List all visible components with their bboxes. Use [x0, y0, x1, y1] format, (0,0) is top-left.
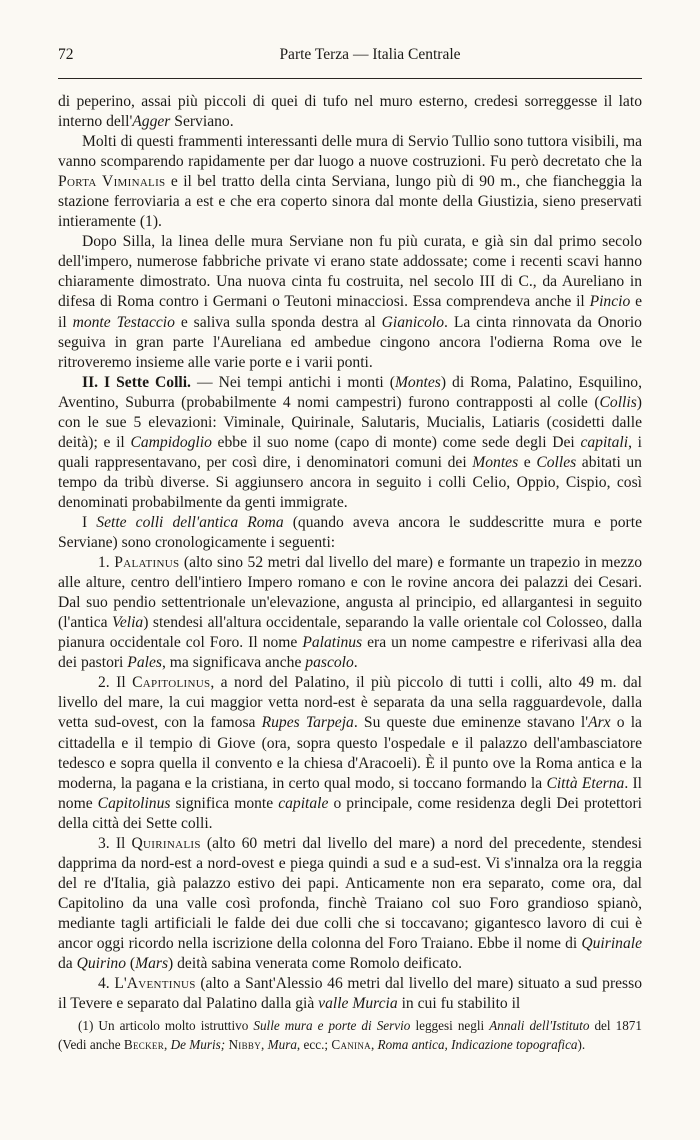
text-run: di peperino, assai più piccoli di quei di tufo nel muro esterno, credesi sorreggesse il lato interno dell'	[58, 93, 642, 131]
italic-term: Campidoglio	[130, 433, 212, 451]
italic-term: Mura	[267, 1037, 297, 1052]
italic-term: Mars	[135, 955, 169, 973]
page-header	[58, 46, 642, 70]
text-run: . La cinta rinnovata da Onorio seguiva in gran parte l'Aureliana ed ambedue cingono ancora l'odierna Roma ove le ritroveremo insieme alle varie porte e i varii ponti.	[58, 313, 642, 371]
text-run: (1) Un articolo molto istruttivo	[78, 1018, 254, 1033]
italic-term: Montes	[394, 373, 441, 391]
text-run: abitati un tempo da tribù diverse. Si aggiunsero ancora in seguito i colli Celio, Oppio, Cispio, così denominati probabilmente da genti immigrate.	[58, 453, 642, 511]
text-run: ) stendesi all'altura occidentale, separando la valle orientale col Colosseo, dalla pianura occidentale col Foro. Il nome	[58, 614, 642, 652]
small-caps-name: Capitolinus	[132, 674, 211, 692]
italic-term: Rupes Tarpeja	[261, 714, 354, 732]
text-run: ) di Roma, Palatino, Esquilino, Aventino, Suburra (probabilmente 4 nomi campestri) furono contrapposti al colle (	[58, 373, 642, 411]
italic-term: Gianicolo	[381, 313, 445, 331]
text-run: e saliva sulla sponda destra al	[174, 313, 382, 331]
paragraph-seven-hills-list-intro	[58, 513, 642, 553]
text-run: — Nei tempi antichi i monti (	[190, 373, 395, 391]
italic-term: Arx	[588, 714, 611, 732]
text-run: Serviano.	[170, 113, 234, 131]
italic-term: pascolo	[305, 654, 354, 672]
list-item-aventinus	[58, 974, 642, 1014]
body-text	[58, 92, 642, 1014]
text-run: ,	[164, 1037, 171, 1052]
italic-term: capitali	[580, 433, 629, 451]
text-run: . Il nome	[58, 774, 642, 812]
text-run: . Su queste due eminenze stavano l'	[353, 714, 589, 732]
text-run: Dopo Silla, la linea delle mura Serviane non fu più curata, e già sin dal primo secolo dell'impero, numerose fabbriche private vi erano state addossate; come i recenti scavi hanno chiaramente dimostrato. Una nuova cinta fu costruita, nel secolo III di C., da Aureliano in difesa di Roma contro i Germani o Teutoni minacciosi. Essa comprendeva anche il	[58, 233, 642, 311]
text-run: ebbe il suo nome (capo di monte) come sede degli Dei	[211, 433, 581, 451]
text-run: ) con le sue 5 elevazioni: Viminale, Quirinale, Salutaris, Mucialis, Latiaris (cosidetti dalle deità); e il	[58, 393, 642, 451]
text-run: 3. Il	[98, 834, 132, 852]
text-run: e il bel tratto della cinta Serviana, lungo più di 90 m., che fiancheggia la stazione ferroviaria a est e che era coperto sinora dal monte della Giustizia, sieno preservati intieramente (1).	[58, 173, 642, 231]
text-run: da	[58, 955, 77, 973]
text-run: ,	[261, 1037, 268, 1052]
text-run: (alto sino 52 metri dal livello del mare) e formante un trapezio in mezzo alle alture, centro dell'intiero Impero romano e con le rovine ancora dei palazzi dei Cesari. Dal suo pendio settentrionale un'elevazione, angusta al principio, ed allargantesi in seguito (l'antica	[58, 554, 643, 632]
footnote-1	[58, 1016, 642, 1054]
text-run: , ma significava anche	[161, 654, 306, 672]
text-run: leggesi negli	[410, 1018, 490, 1033]
italic-term: Colles	[536, 453, 577, 471]
paragraph-agger-continuation	[58, 92, 642, 132]
italic-term: Palatinus	[302, 634, 363, 652]
paragraph-servian-fragments	[58, 132, 642, 232]
italic-term: Pincio	[589, 293, 631, 311]
small-caps-name: Aventinus	[126, 975, 196, 993]
small-caps-name: Porta Viminalis	[58, 173, 166, 191]
running-head: Parte Terza — Italia Centrale	[279, 46, 461, 63]
small-caps-name: Palatinus	[114, 554, 180, 572]
text-run: ) deità sabina venerata come Romolo deificato.	[168, 955, 463, 973]
text-run: in cui fu stabilito il	[397, 995, 521, 1013]
text-run: , a nord del Palatino, il più piccolo di tutti i colli, alto 49 m. dal livello del mare, la cui maggior vetta nord-est è separata da una sella ragguardevole, dalla vetta sud-ovest, con la famosa	[58, 674, 642, 732]
text-run: (quando aveva ancora le suddescritte mura e porte Serviane) sono cronologicamente i seguenti:	[58, 513, 643, 552]
list-item-palatinus	[58, 553, 642, 673]
text-run: (	[126, 955, 136, 973]
italic-term: Annali dell'Istituto	[489, 1018, 590, 1033]
list-item-capitolinus	[58, 673, 642, 833]
text-run: , ecc.;	[296, 1037, 332, 1052]
italic-term: Agger	[132, 113, 171, 131]
italic-term: monte Testaccio	[72, 313, 175, 331]
italic-term: Capitolinus	[97, 794, 171, 812]
italic-term: Quirino	[76, 955, 127, 973]
text-run: o principale, come residenza degli Dei protettori della città dei Sette colli.	[58, 794, 642, 832]
list-item-quirinalis	[58, 834, 642, 974]
paragraph-aurelian-wall	[58, 232, 642, 372]
small-caps-name: Nibby	[228, 1037, 262, 1052]
italic-term: valle Murcia	[318, 995, 398, 1013]
text-run: I	[82, 513, 97, 531]
text-run: 4. L'	[98, 975, 127, 993]
header-rule	[58, 78, 642, 79]
text-run: Molti di questi frammenti interessanti delle mura di Servio Tullio sono tuttora visibili, ma vanno scomparendo rapidamente per dar luogo a nuove costruzioni. Fu però decretato che la	[58, 133, 642, 171]
text-run: era un nome campestre e riferivasi alla dea dei pastori	[58, 634, 642, 672]
italic-term: Montes	[472, 453, 519, 471]
text-run: (alto a Sant'Alessio 46 metri dal livello del mare) situato a sud presso il Tevere e separato dal Palatino dalla già	[58, 975, 642, 1013]
small-caps-name: Becker	[123, 1037, 165, 1052]
text-run: ,	[370, 1037, 378, 1052]
text-run: del 1871 (Vedi anche	[58, 1018, 642, 1052]
italic-term: Collis	[599, 393, 637, 411]
text-run: , i quali rappresentavano, per così dire, i denominatori comuni dei	[58, 433, 642, 471]
italic-term: Roma antica, Indicazione topografica	[377, 1037, 578, 1052]
text-run: (alto 60 metri dal livello del mare) a nord del precedente, stendesi dapprima da nord-est a nord-ovest e piega quindi a sud e a sud-est. Vi s'innalza ora la reggia del re d'Italia, già palazzo estivo dei papi. Anticamente non era separato, come ora, dal Capitolino da una valle così profonda, finchè Traiano col suo Foro grandioso spianò, mediante tagli artificiali le falde dei due colli che si toccavano; gigantesco lavoro di cui è ancor oggi ricordo nella iscrizione della colonna del Foro Traiano. Ebbe il nome di	[58, 834, 642, 952]
italic-term: Velia	[112, 614, 144, 632]
text-run: e il	[58, 293, 642, 331]
footnote	[58, 1016, 642, 1054]
italic-term: De Muris;	[170, 1037, 226, 1052]
italic-term: Sette colli dell'antica Roma	[96, 513, 284, 531]
text-run: ).	[577, 1037, 586, 1052]
small-caps-name: Canina	[331, 1037, 371, 1052]
text-run: 1.	[98, 554, 115, 572]
text-run: significa monte	[170, 794, 279, 812]
section-heading: II. I Sette Colli.	[82, 373, 191, 391]
paragraph-seven-hills-intro	[58, 373, 642, 513]
text-run: 2. Il	[98, 674, 133, 692]
italic-term: Quirinale	[581, 934, 642, 952]
italic-term: Sulle mura e porte di Servio	[253, 1018, 411, 1033]
text-run: e	[518, 453, 537, 471]
text-run: o la cittadella e il tempio di Giove (ora, sopra questo l'ospedale e il palazzo dell'ambasciatore tedesco e sopra quella il convento e la chiesa d'Aracoeli). È il punto ove la Roma antica e la moderna, la pagana e la cristiana, in certo qual modo, si toccano formando la	[58, 714, 642, 792]
italic-term: Città Eterna	[546, 774, 625, 792]
italic-term: Pales	[127, 654, 162, 672]
italic-term: capitale	[278, 794, 329, 812]
page-number: 72	[58, 46, 74, 63]
small-caps-name: Quirinalis	[131, 834, 201, 852]
text-run: .	[353, 654, 358, 672]
